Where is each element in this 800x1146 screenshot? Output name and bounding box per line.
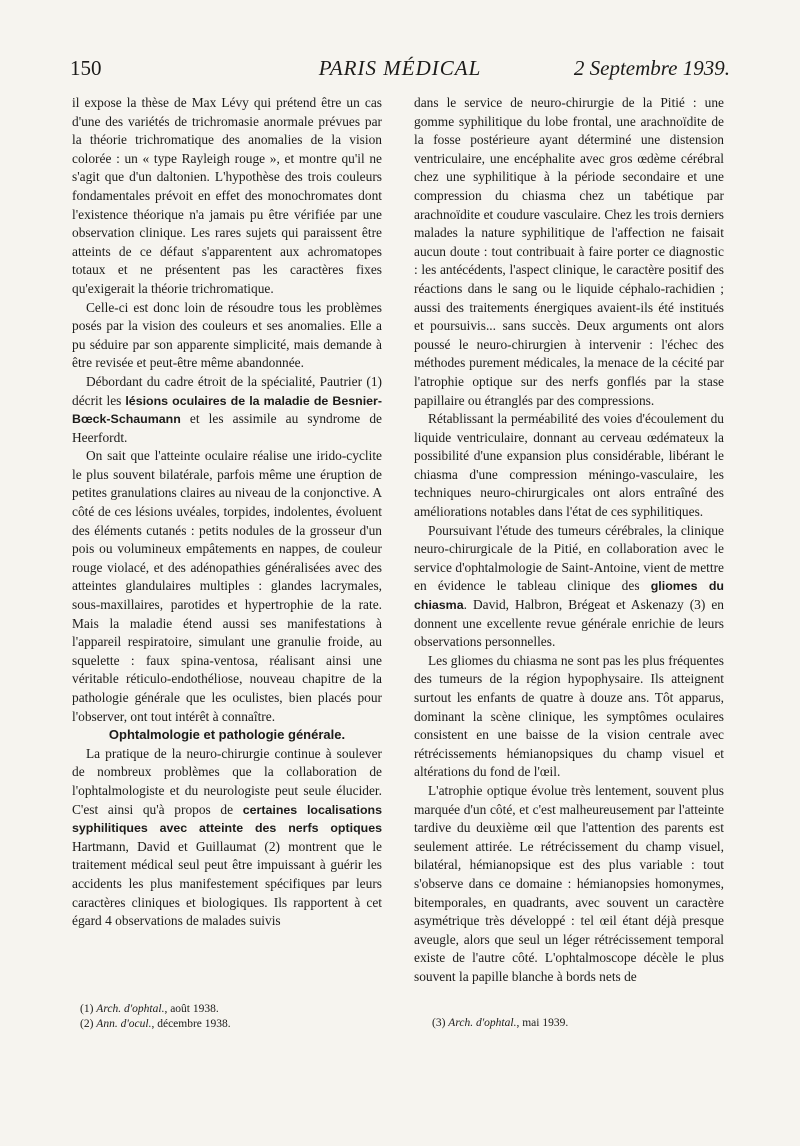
- right-paragraph-2: Rétablissant la perméabilité des voies d'écoulement du liquide ventriculaire, donnant au cerveau œdémateux la possibilité d'une expansion plus considérable, libérant le chiasma d'une compression méningo-vasculaire, les techniques neuro-chirurgicales ont alors entraîné des améliorations notables dans l'état de ces syphilitiques.: [414, 411, 724, 520]
- right-paragraph-3: [414, 522, 724, 652]
- footnote-1-journal: Arch. d'ophtal.: [96, 1003, 165, 1015]
- footnote-3-date: , mai 1939.: [516, 1017, 569, 1029]
- left-paragraph-1: il expose la thèse de Max Lévy qui prétend être un cas d'une des variétés de trichromasie anormale prévues par la théorie trichromatique des anomalies de la vision colorée : un « type Rayleigh rouge », et montre qu'il ne s'agit que d'un daltonien. L'hypothèse des trois couleurs fondamentales prévoit en effet des monochromates dont l'existence théorique n'a jamais pu être vérifiée par une observation clinique. Les rares sujets qui paraissent être atteints de ce défaut s'apparentent aux achromatopes totaux et ne présentent pas les caractères fixes qu'exigerait la théorie trichromatique.: [72, 95, 382, 296]
- footnote-3: [432, 1016, 722, 1031]
- footnote-3-journal: Arch. d'ophtal.: [448, 1017, 517, 1029]
- footnote-3-number: (3): [432, 1017, 449, 1029]
- footnote-2-date: , décembre 1938.: [151, 1018, 231, 1030]
- footnote-1-number: (1): [80, 1003, 97, 1015]
- left-paragraph-3-text-b: et les assimile au syndrome de Heerfordt.: [72, 411, 382, 445]
- right-paragraph-4: Les gliomes du chiasma ne sont pas les plus fréquentes des tumeurs de la région hypophysaire. Ils atteignent surtout les enfants de quatre à douze ans. Tôt apparus, dominant la scène clinique, les symptômes oculaires consistent en une baisse de la vision centrale avec rétrécissements hémianopsiques du champ visuel et altérations du fond de l'œil.: [414, 652, 724, 780]
- page-header: [70, 56, 730, 84]
- left-paragraph-3-emphasis: lésions oculaires de la maladie de Besnier-Bœck-Schaumann: [72, 393, 382, 427]
- page-number: 150: [70, 56, 102, 80]
- left-paragraph-5-emphasis: certaines localisations syphilitiques avec atteinte des nerfs optiques: [72, 802, 382, 836]
- footnote-2: [80, 1017, 380, 1032]
- footnote-2-journal: Ann. d'ocul.: [96, 1018, 152, 1030]
- right-paragraph-5: L'atrophie optique évolue très lentement, souvent plus marquée d'un côté, et c'est malheureusement par l'atteinte tardive du deuxième œil que l'attention des parents est seulement attirée. Le rétrécissement du champ visuel, bilatéral, hémianopsique est des plus variable : tout s'observe dans ce domaine : hémianopsies homonymes, bitemporales, en quadrants, avec souvent un caractère asymétrique très développé : tel œil étant déjà presque aveugle, alors que seul un léger rétrécissement temporal existe de l'autre côté. L'ophtalmoscope décèle le plus souvent la papille blanche à bords nets de: [414, 782, 724, 984]
- left-paragraph-2: Celle-ci est donc loin de résoudre tous les problèmes posés par la vision des couleurs et ses anomalies. Elle a pu séduire par son apparente simplicité, mais demande à être revisée et peut-être même abandonnée.: [72, 299, 382, 371]
- footnote-1: [80, 1002, 380, 1017]
- left-column: [72, 94, 382, 931]
- issue-date: 2 Septembre 1939.: [573, 56, 730, 80]
- footnote-1-date: , août 1938.: [164, 1003, 219, 1015]
- left-paragraph-5-text-a: La pratique de la neuro-chirurgie continue à soulever de nombreux problèmes que la collaboration de l'ophtalmologiste et du neurologiste peut seule élucider. C'est ainsi qu'à propos de: [72, 745, 382, 817]
- left-paragraph-4: On sait que l'atteinte oculaire réalise une irido-cyclite le plus souvent bilatérale, parfois même une éruption de petites granulations claires au niveau de la conjonctive. A côté de ces lésions uvéales, torpides, indolentes, évoluent des éléments cutanés : petits nodules de la grosseur d'un pois ou volumineux empâtements en nappes, de couleur rouge violacé, et des adénopathies généralisées avec des atteintes glandulaires multiples : glandes lacrymales, sous-maxillaires, parotides et hypertrophie de la rate. Mais la maladie étend aussi ses manifestations à l'appareil respiratoire, simulant une granulie froide, au squelette : faux spina-ventosa, réalisant ainsi une véritable réticulo-endothéliose, nouveau chapitre de la pathologie générale que les oculistes, bien placés pour l'observer, ont tout intérêt à connaître.: [72, 448, 382, 724]
- left-footnotes: [80, 1002, 380, 1032]
- right-paragraph-3-emphasis: gliomes du chiasma: [414, 579, 724, 613]
- left-paragraph-3: [72, 373, 382, 447]
- left-paragraph-5-text-b: Hartmann, David et Guillaumat (2) montrent que le traitement médical seul peut être impuissant à guérir les accidents les plus manifestement spécifiques par leurs caractères cliniques et biologiques. Ils rapportent à cet égard 4 observations de malades suivis: [72, 838, 382, 929]
- left-paragraph-5: [72, 745, 382, 931]
- journal-title: PARIS MÉDICAL: [318, 56, 482, 80]
- right-paragraph-3-text-a: Poursuivant l'étude des tumeurs cérébrales, la clinique neuro-chirurgicale de la Pitié, en collaboration avec le service d'ophtalmologie de Saint-Antoine, vient de mettre en évidence le tableau clinique des: [414, 522, 724, 594]
- left-paragraph-3-text-a: Débordant du cadre étroit de la spécialité, Pautrier (1) décrit les: [72, 373, 382, 408]
- right-footnotes: [432, 1016, 722, 1031]
- section-heading: Ophtalmologie et pathologie générale.: [108, 727, 346, 743]
- right-column: [414, 94, 724, 987]
- right-paragraph-3-text-b: . David, Halbron, Brégeat et Askenazy (3) en donnent une excellente revue générale enrichie de leurs observations personnelles.: [414, 597, 724, 650]
- right-paragraph-1: dans le service de neuro-chirurgie de la Pitié : une gomme syphilitique du lobe frontal, une arachnoïdite de la fosse postérieure ayant déterminé une distension ventriculaire, une encéphalite avec gros œdème cérébral chez une syphilitique à la période secondaire et une compression du chiasma chez un tabétique par arachnoïdite et coudure vasculaire. Chez les trois derniers malades la nature syphilitique de l'affection ne faisait aucun doute : tout contribuait à faire porter ce diagnostic : les antécédents, l'aspect clinique, le caractère positif des réactions dans le sang ou le liquide céphalo-rachidien ; aussi des traitements énergiques avaient-ils été institués et poursuivis... sans succès. Deux arguments ont alors poussé le neuro-chirurgien à intervenir : l'échec des méthodes purement médicales, la menace de la cécité par l'atrophie optique sur des nerfs gonflés par la stase papillaire ou étranglés par des compressions.: [414, 95, 724, 408]
- footnote-2-number: (2): [80, 1018, 97, 1030]
